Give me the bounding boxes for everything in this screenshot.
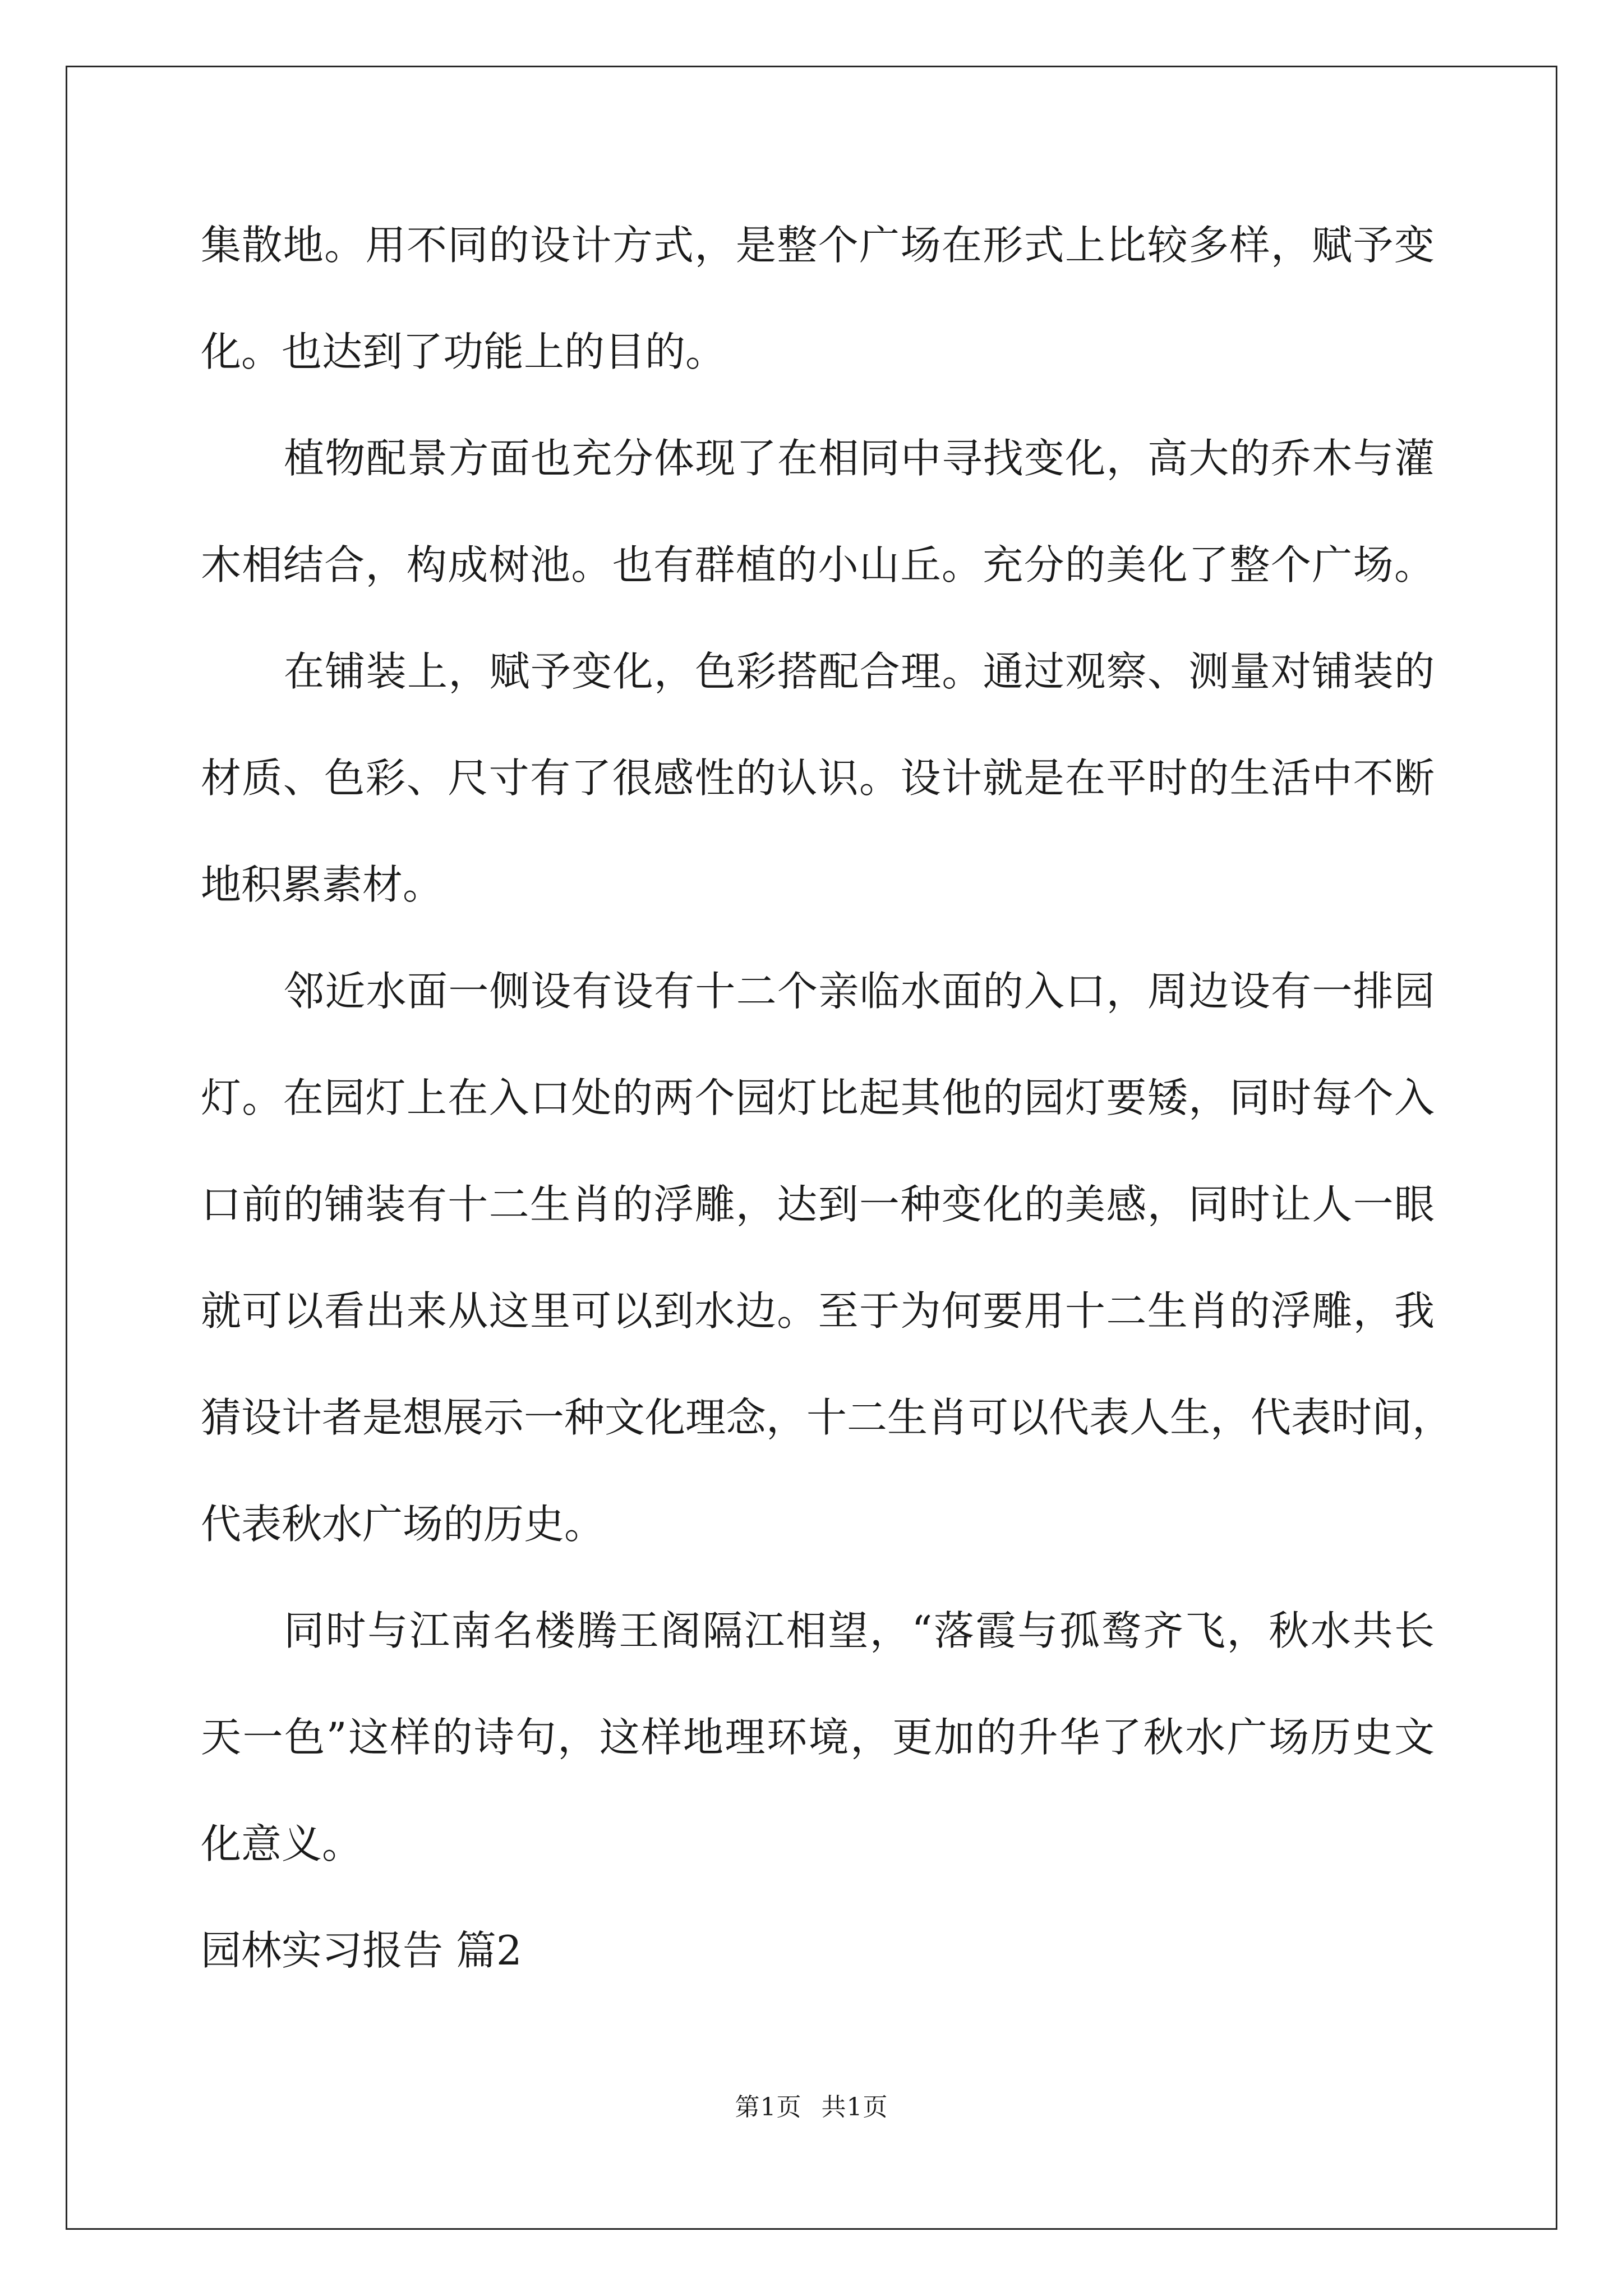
paragraph [201, 960, 1453, 1600]
text-line: 口前的铺装有十二生肖的浮雕，达到一种变化的美感，同时让人一眼 [201, 1181, 1435, 1228]
text-line: 材质、色彩、尺寸有了很感性的认识。设计就是在平时的生活中不断 [201, 754, 1435, 802]
text-line: 地积累素材。 [201, 861, 444, 908]
page-footer [0, 2087, 1623, 2123]
text-line: 同时与江南名楼腾王阁隔江相望，“落霞与孤鹜齐飞，秋水共长 [284, 1607, 1435, 1654]
text-line: 化。也达到了功能上的目的。 [201, 328, 726, 375]
text-line: 在铺装上，赋予变化，色彩搭配合理。通过观察、测量对铺装的 [284, 648, 1435, 695]
paragraph [201, 427, 1435, 641]
page-total: 共1页 [821, 2093, 888, 2122]
text-line: 代表秋水广场的历史。 [201, 1501, 605, 1548]
page-number: 第1页 [735, 2093, 802, 2122]
section-heading: 园林实习报告 篇2 [201, 1927, 522, 1974]
text-line: 植物配景方面也充分体现了在相同中寻找变化，高大的乔木与灌 [284, 435, 1435, 482]
paragraph [201, 641, 1435, 960]
text-line: 就可以看出来从这里可以到水边。至于为何要用十二生肖的浮雕，我 [201, 1287, 1435, 1335]
text-line: 猜设计者是想展示一种文化理念，十二生肖可以代表人生，代表时间， [201, 1394, 1453, 1441]
text-line: 化意义。 [201, 1820, 363, 1867]
text-line: 木相结合，构成树池。也有群植的小山丘。充分的美化了整个广场。 [201, 541, 1435, 588]
document-body [201, 214, 1453, 2026]
text-line: 集散地。用不同的设计方式，是整个广场在形式上比较多样，赋予变 [201, 222, 1435, 269]
paragraph [201, 214, 1435, 427]
text-line: 邻近水面一侧设有设有十二个亲临水面的入口，周边设有一排园 [284, 968, 1435, 1015]
paragraph [201, 1600, 1435, 1920]
text-line: 天一色”这样的诗句，这样地理环境，更加的升华了秋水广场历史文 [201, 1714, 1435, 1761]
text-line: 灯。在园灯上在入口处的两个园灯比起其他的园灯要矮，同时每个入 [201, 1074, 1435, 1121]
